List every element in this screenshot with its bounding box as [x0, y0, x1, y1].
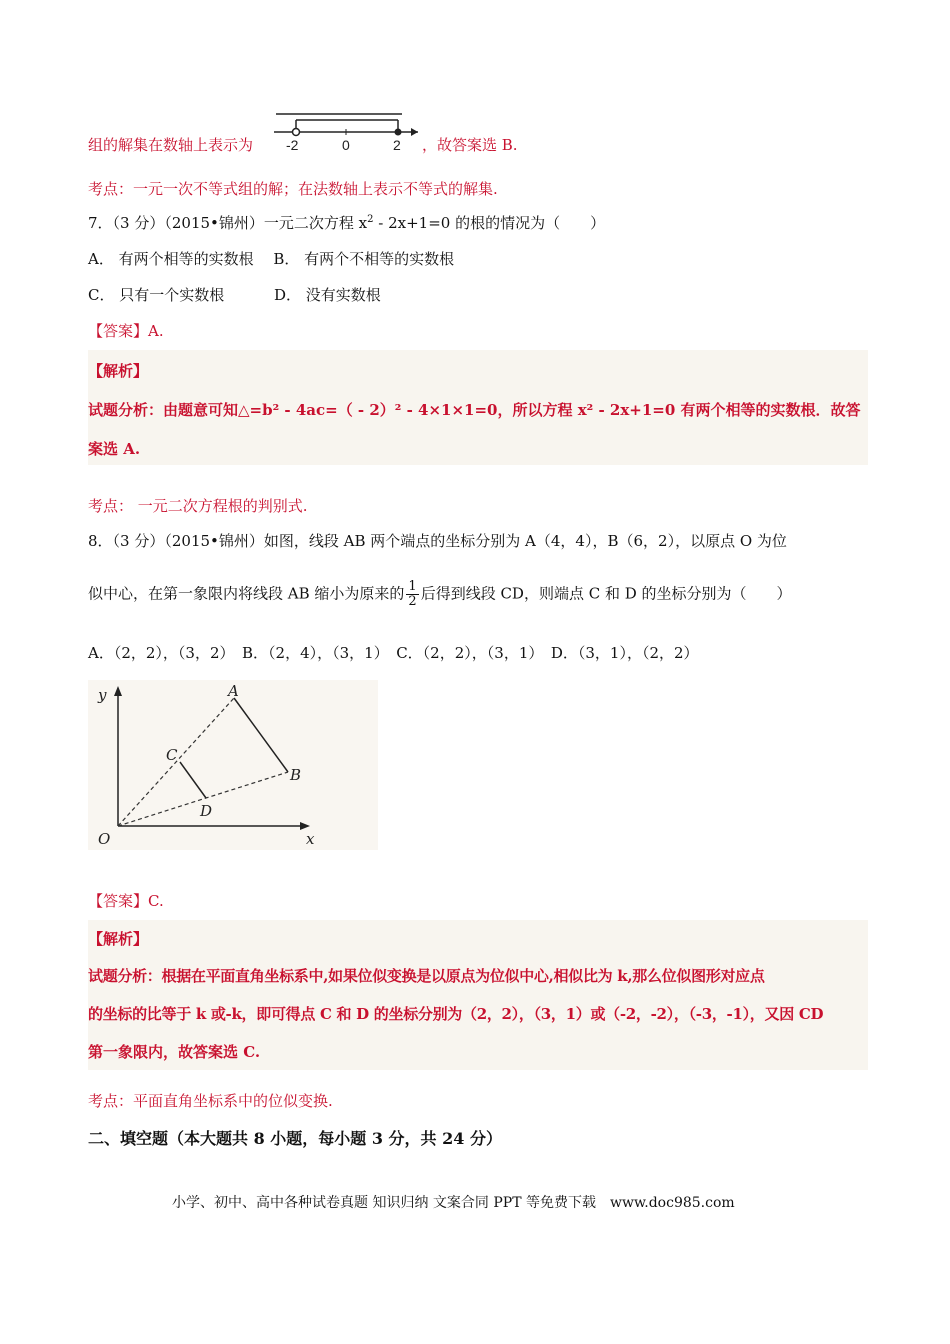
label-x: x — [306, 830, 315, 848]
page-footer: 小学、初中、高中各种试卷真题 知识归纳 文案合同 PPT 等免费下载 www.doc985.com — [172, 1195, 735, 1211]
label-B: B — [290, 766, 302, 784]
q7-jiexi-label: 【解析】 — [88, 362, 149, 380]
q7-stem-after: - 2x+1=0 的根的情况为（ ） — [373, 214, 606, 232]
label-C: C — [166, 746, 178, 764]
fraction-denominator: 2 — [408, 594, 417, 609]
q7-options-row1: A． 有两个相等的实数根 B． 有两个不相等的实数根 — [88, 250, 455, 268]
q8-jiexi-label: 【解析】 — [88, 930, 149, 948]
q8-stem-line2 — [88, 580, 792, 609]
figure-watermark — [88, 680, 378, 850]
q7-stem-sup: 2 — [367, 214, 374, 225]
number-line-arrow — [411, 128, 418, 136]
q8-analysis-line1: 试题分析：根据在平面直角坐标系中,如果位似变换是以原点为位似中心,相似比为 k,那么位似图形对应点 — [88, 967, 765, 985]
q7-analysis-line1: 试题分析：由题意可知△=b² - 4ac=（ - 2）² - 4×1×1=0，所以方程 x² - 2x+1=0 有两个相等的实数根．故答 — [88, 401, 861, 419]
q8-kaodian: 考点：平面直角坐标系中的位似变换. — [88, 1092, 333, 1110]
q8-stem-after: 后得到线段 CD，则端点 C 和 D 的坐标分别为（ ） — [420, 584, 792, 603]
q8-answer: 【答案】C. — [88, 892, 164, 910]
open-point — [293, 129, 300, 136]
numberline-label-neg2: -2 — [286, 137, 299, 153]
q6-suffix: ，故答案选 B. — [422, 136, 518, 154]
q7-stem — [88, 212, 605, 233]
numberline-label-0: 0 — [342, 137, 350, 153]
number-line-figure — [272, 108, 422, 154]
label-y: y — [98, 686, 107, 704]
q7-answer: 【答案】A. — [88, 322, 164, 340]
label-A: A — [228, 682, 239, 700]
q8-analysis-line3: 第一象限内，故答案选 C. — [88, 1043, 261, 1061]
q8-options: A．（2，2），（3，2） B．（2，4），（3，1） C．（2，2），（3，1） D．（3，1），（2，2） — [88, 644, 699, 662]
numberline-label-2: 2 — [393, 137, 401, 153]
q7-kaodian: 考点： 一元二次方程根的判别式. — [88, 497, 308, 515]
q6-solution-text — [88, 134, 253, 155]
q7-analysis-line2: 案选 A. — [88, 440, 141, 458]
fraction-one-half — [406, 580, 418, 609]
q6-kaodian: 考点：一元一次不等式组的解；在法数轴上表示不等式的解集. — [88, 180, 498, 198]
closed-point — [395, 129, 402, 136]
fraction-numerator: 1 — [408, 579, 417, 594]
q7-options-row2: C． 只有一个实数根 D． 没有实数根 — [88, 286, 381, 304]
q7-stem-before: 7．（3 分）（2015•锦州）一元二次方程 x — [88, 214, 368, 232]
q8-stem-line1: 8．（3 分）（2015•锦州）如图，线段 AB 两个端点的坐标分别为 A（4，4），B（6，2），以原点 O 为位 — [88, 532, 787, 550]
q8-stem-before: 似中心，在第一象限内将线段 AB 缩小为原来的 — [88, 584, 405, 603]
q6-prefix: 组的解集在数轴上表示为 — [88, 136, 254, 154]
label-O: O — [98, 830, 111, 848]
section2-title: 二、填空题（本大题共 8 小题，每小题 3 分，共 24 分） — [88, 1129, 502, 1148]
q8-analysis-line2: 的坐标的比等于 k 或-k，即可得点 C 和 D 的坐标分别为（2，2），（3，1）或（-2，-2），（-3，-1），又因 CD — [88, 1005, 824, 1023]
q8-coordinate-figure — [88, 680, 388, 855]
label-D: D — [200, 802, 213, 820]
